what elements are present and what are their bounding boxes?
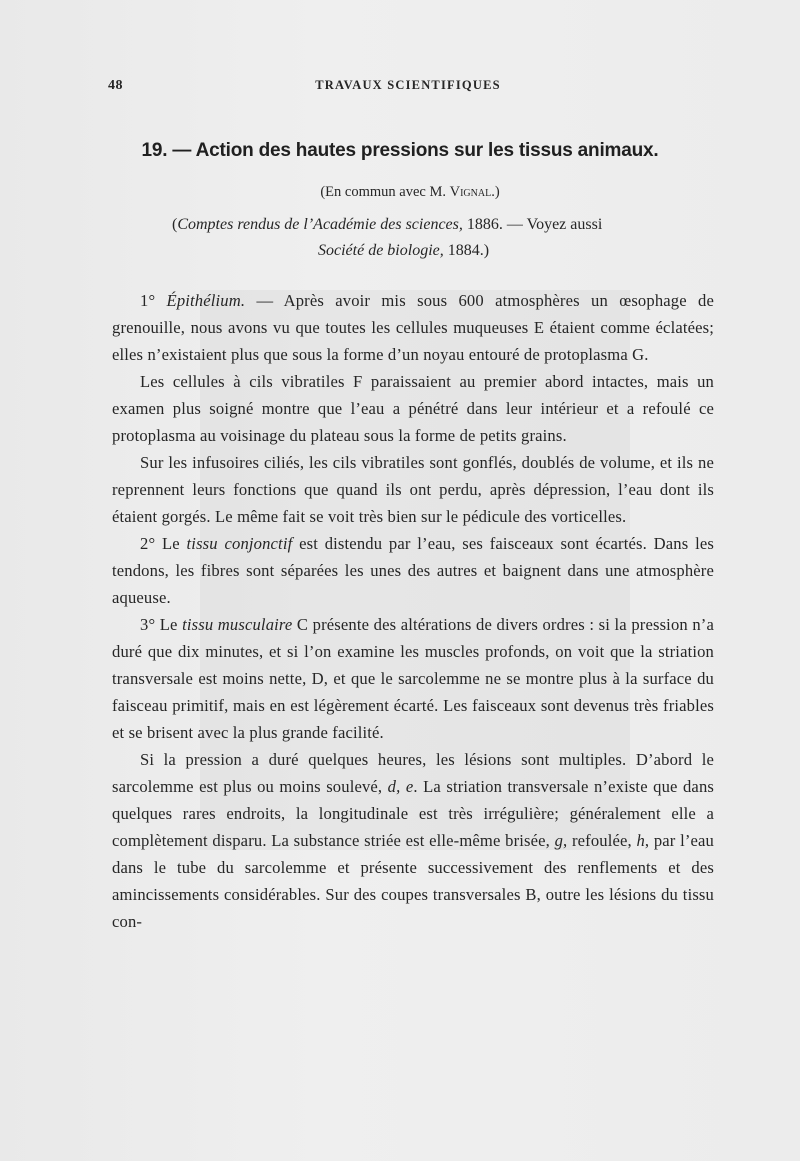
paragraph-pression [112,746,714,935]
p1-text: — Après avoir mis sous 600 atmosphères un œsophage de grenouille, nous avons vu que toutes les cellules muqueuses E étaient comme éclatées; elles n’existaient plus que sous la forme d’un noyau entouré de protoplasma G. [112,291,715,364]
p6-text-c: , refoulée, [563,831,637,850]
page-number: 48 [108,78,123,93]
p6-ref-h: h [636,831,645,850]
collab-name: Vignal [449,184,492,200]
ref-journal-2: Société de biologie, [318,242,444,259]
p4-number: 2° Le [140,534,187,553]
running-head: TRAVAUX SCIENTIFIQUES [315,78,501,92]
ref-journal-1: Comptes rendus de l’Académie des sciences, [177,216,463,233]
p1-heading: Épithélium. [166,291,246,310]
article-title: 19. — Action des hautes pressions sur les tissus animaux. [141,140,659,161]
paragraph-conjonctif [112,530,714,611]
p6-text-b: . La striation transversale n’existe que dans quelques rares endroits, la longitudinale est très irrégulière; généralement elle a complètement disparu. La substance striée est elle-même brisée, [112,777,715,850]
p5-text: C présente des altérations de divers ordres : si la pression n’a duré que dix minutes, et si l’on examine les muscles profonds, on voit que la striation transversale est moins nette, D, et que le sarcolemme ne se montre plus à la surface du faisceau primitif, mais en est légèrement écarté. Les faisceaux sont devenus très friables et se brisent avec la plus grande facilité. [112,615,714,742]
p1-number: 1° [140,291,167,310]
body-text [112,287,714,935]
paragraph-infusoires: Sur les infusoires ciliés, les cils vibratiles sont gonflés, doublés de volume, et ils ne reprennent leurs fonctions que quand ils ont perdu, après dépression, l’eau dont ils étaient gorgés. Le même fait se voit très bien sur le pédicule des vorticelles. [112,453,714,526]
p6-ref-g: g [554,831,564,850]
p6-text-e: , par l’eau dans le tube du sarcolemme et présente successivement des renflements et des amincissements considérables. Sur des coupes transversales B, outre les lésions du tissu con- [112,831,714,931]
reference-line-1 [172,216,602,234]
paragraph-cils: Les cellules à cils vibratiles F paraissaient au premier abord intactes, mais un examen plus soigné montre que l’eau a pénétré dans leur intérieur et a refoulé ce protoplasma au voisinage du plateau sous la forme de petits grains. [112,372,714,445]
p4-text: est distendu par l’eau, ses faisceaux sont écartés. Dans les tendons, les fibres sont séparées les unes des autres et baignent dans une atmosphère aqueuse. [112,534,714,607]
reference-line-2 [318,242,489,260]
p6-ref-de: d, e [387,777,414,796]
page-header [108,78,708,98]
ref-year-2: 1884.) [443,242,490,259]
collab-suffix: .) [491,184,500,200]
paragraph-musculaire [112,611,714,746]
p6-text-a: Si la pression a duré quelques heures, les lésions sont multiples. D’abord le sarcolemme est plus ou moins soulevé, [112,750,714,796]
paragraph-epithelium [112,287,714,368]
ref-year-1: 1886. — Voyez aussi [462,216,603,233]
p5-number: 3° Le [140,615,183,634]
p4-heading: tissu conjonctif [186,534,293,553]
collab-prefix: (En commun avec M. [320,184,450,200]
collaboration-note [0,184,800,201]
ref-open: ( [172,216,178,233]
p5-heading: tissu musculaire [182,615,293,634]
